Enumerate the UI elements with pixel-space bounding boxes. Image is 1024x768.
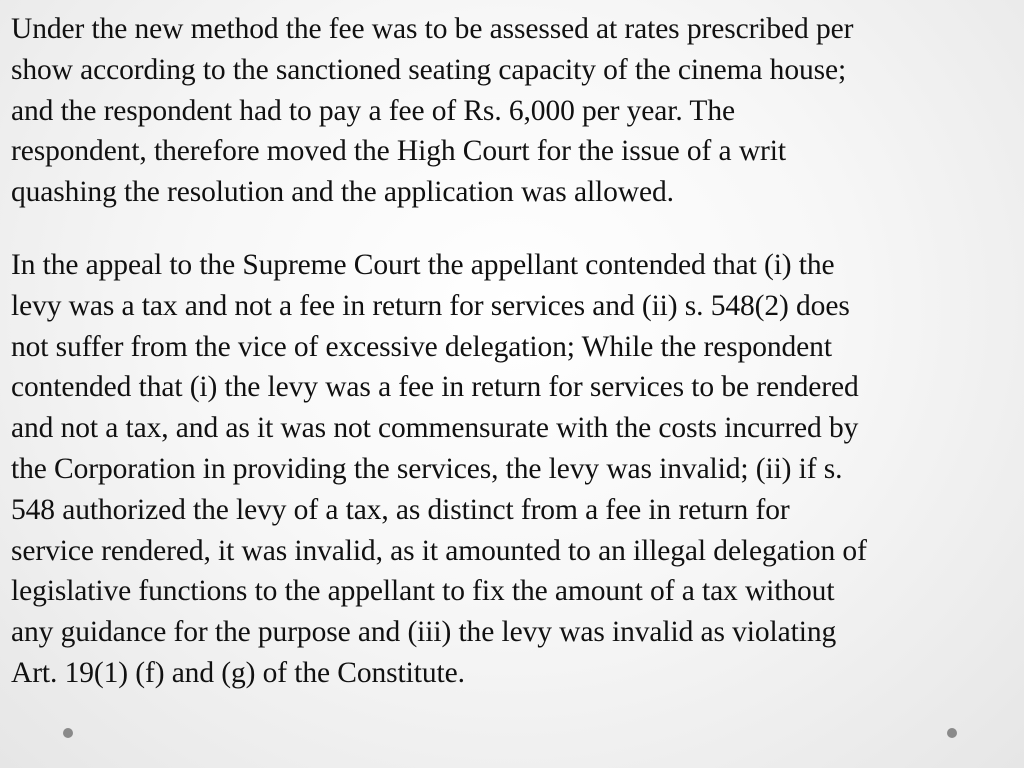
paragraph-2: In the appeal to the Supreme Court the appellant contended that (i) the levy was a tax and not a fee in return for services and (ii) s. 548(2) does not suffer from the vice of excessive delegation; While the respondent contended that (i) the levy was a fee in return for services to be rendered and not a tax, and as it was not commensurate with the costs incurred by the Corporation in providing the services, the levy was invalid; (ii) if s. 548 authorized the levy of a tax, as distinct from a fee in return for service rendered, it was invalid, as it amounted to an illegal delegation of legislative functions to the appellant to fix the amount of a tax without any guidance for the purpose and (iii) the levy was invalid as violating Art. 19(1) (f) and (g) of the Constitute. — [11, 248, 867, 689]
slide-body — [11, 9, 1016, 694]
decorative-dot-left — [63, 728, 73, 738]
paragraph-1: Under the new method the fee was to be assessed at rates prescribed per show according to the sanctioned seating capacity of the cinema house; and the respondent had to pay a fee of Rs. 6,000 per year. The respondent, therefore moved the High Court for the issue of a writ quashing the resolution and the application was allowed. — [11, 13, 854, 209]
decorative-dot-right — [947, 728, 957, 738]
